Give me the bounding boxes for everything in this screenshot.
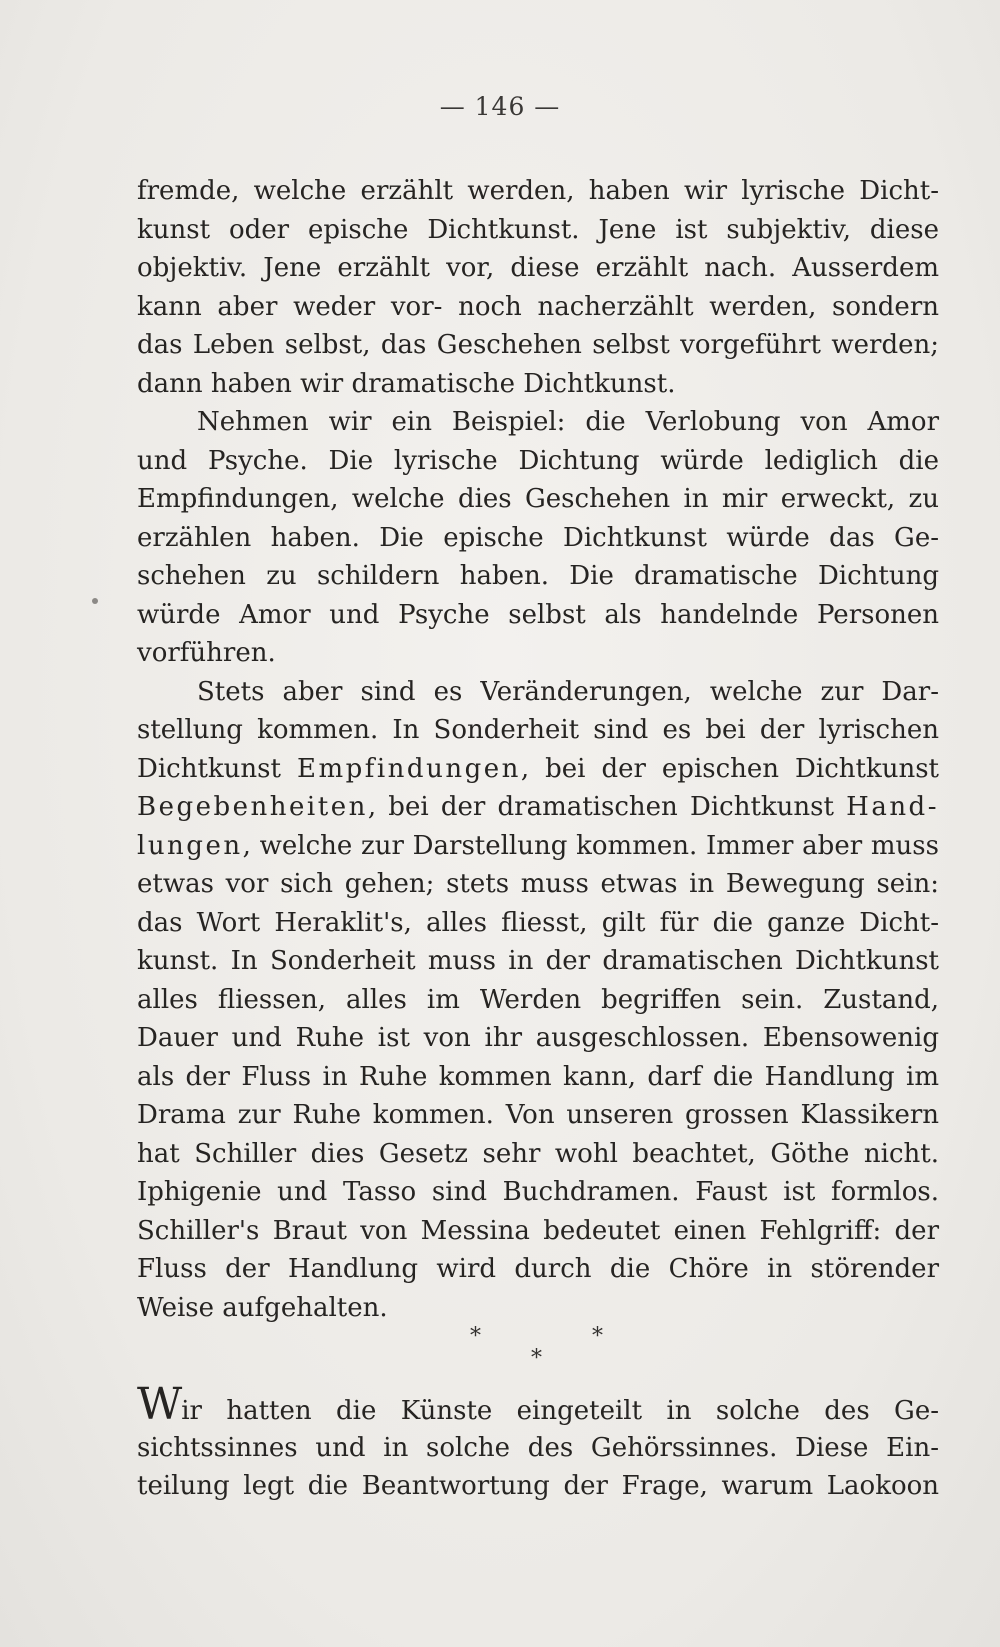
text-line: Stets aber sind es Veränderungen, welche zur Dar- bbox=[197, 676, 939, 707]
text-line: Schiller's Braut von Messina bedeutet einen Fehlgriff: der bbox=[137, 1215, 939, 1246]
text-line: das Leben selbst, das Geschehen selbst vorgeführt werden; bbox=[137, 330, 939, 360]
asterisk-ornament: * bbox=[592, 1324, 603, 1349]
text-line: Weise aufgehalten. bbox=[137, 1292, 388, 1323]
text-line: würde Amor und Psyche selbst als handelnde Personen bbox=[137, 599, 939, 630]
text-line: fremde, welche erzählt werden, haben wir lyrische Dicht- bbox=[137, 176, 939, 206]
text-line: Drama zur Ruhe kommen. Von unseren grossen Klassikern bbox=[137, 1100, 939, 1130]
text-line: Dauer und Ruhe ist von ihr ausgeschlossen. Ebensowenig bbox=[137, 1023, 939, 1053]
asterisk-ornament: * bbox=[470, 1324, 481, 1349]
text-line: stellung kommen. In Sonderheit sind es bei der lyrischen bbox=[137, 715, 939, 745]
text-line bbox=[137, 788, 939, 827]
emphasized-word: lungen bbox=[137, 830, 243, 861]
asterisk-ornament: * bbox=[531, 1346, 542, 1371]
text-line bbox=[137, 827, 939, 866]
main-text bbox=[137, 172, 939, 1327]
text-line bbox=[137, 1379, 939, 1430]
text-line: sichtssinnes und in solche des Gehörssinnes. Diese Ein- bbox=[137, 1432, 939, 1463]
text-fragment: ir hatten die Künste eingeteilt in solche des Ge- bbox=[181, 1396, 939, 1426]
text-line bbox=[137, 750, 939, 789]
emphasized-word: Hand- bbox=[846, 792, 939, 822]
text-line: kunst. In Sonderheit muss in der dramatischen Dichtkunst bbox=[137, 946, 939, 976]
text-line: etwas vor sich gehen; stets muss etwas in Bewegung sein: bbox=[137, 869, 939, 899]
text-fragment: , bei der dramatischen Dichtkunst bbox=[367, 792, 834, 822]
text-line: als der Fluss in Ruhe kommen kann, darf die Handlung im bbox=[137, 1061, 939, 1092]
emphasized-word: Begebenheiten bbox=[137, 792, 368, 822]
text-line: Nehmen wir ein Beispiel: die Verlobung von Amor bbox=[197, 407, 939, 437]
text-line: alles fliessen, alles im Werden begriffen sein. Zustand, bbox=[137, 984, 939, 1015]
text-line: hat Schiller dies Gesetz sehr wohl beachtet, Göthe nicht. bbox=[137, 1138, 939, 1169]
text-fragment: , bei der epischen Dichtkunst bbox=[520, 753, 940, 784]
text-line: erzählen haben. Die epische Dichtkunst würde das Ge- bbox=[137, 522, 939, 553]
text-line: dann haben wir dramatische Dichtkunst. bbox=[137, 368, 676, 399]
page-number: — 146 — bbox=[439, 92, 561, 121]
text-line: schehen zu schildern haben. Die dramatische Dichtung bbox=[137, 561, 939, 591]
text-line: Empfindungen, welche dies Geschehen in mir erweckt, zu bbox=[137, 484, 939, 514]
text-line: Fluss der Handlung wird durch die Chöre in störender bbox=[137, 1254, 939, 1284]
print-speck bbox=[92, 598, 98, 604]
text-line: Iphigenie und Tasso sind Buchdramen. Faust ist formlos. bbox=[137, 1177, 939, 1207]
emphasized-word: Empfindungen bbox=[296, 753, 521, 784]
text-line: kunst oder epische Dichtkunst. Jene ist subjektiv, diese bbox=[137, 214, 939, 245]
text-fragment: , welche zur Darstellung kommen. Immer aber muss bbox=[242, 830, 939, 861]
section-text bbox=[137, 1379, 939, 1506]
text-line: das Wort Heraklit's, alles fliesst, gilt für die ganze Dicht- bbox=[137, 907, 939, 938]
text-line: vorführen. bbox=[137, 638, 276, 668]
text-line: objektiv. Jene erzählt vor, diese erzählt nach. Ausserdem bbox=[137, 253, 939, 283]
section-separator bbox=[0, 1320, 1000, 1380]
text-fragment: Dichtkunst bbox=[137, 753, 281, 784]
text-line: kann aber weder vor- noch nacherzählt werden, sondern bbox=[137, 291, 939, 322]
text-line: und Psyche. Die lyrische Dichtung würde lediglich die bbox=[137, 445, 939, 476]
text-line: teilung legt die Beantwortung der Frage, warum Laokoon bbox=[137, 1471, 939, 1501]
drop-cap: W bbox=[137, 1379, 182, 1430]
